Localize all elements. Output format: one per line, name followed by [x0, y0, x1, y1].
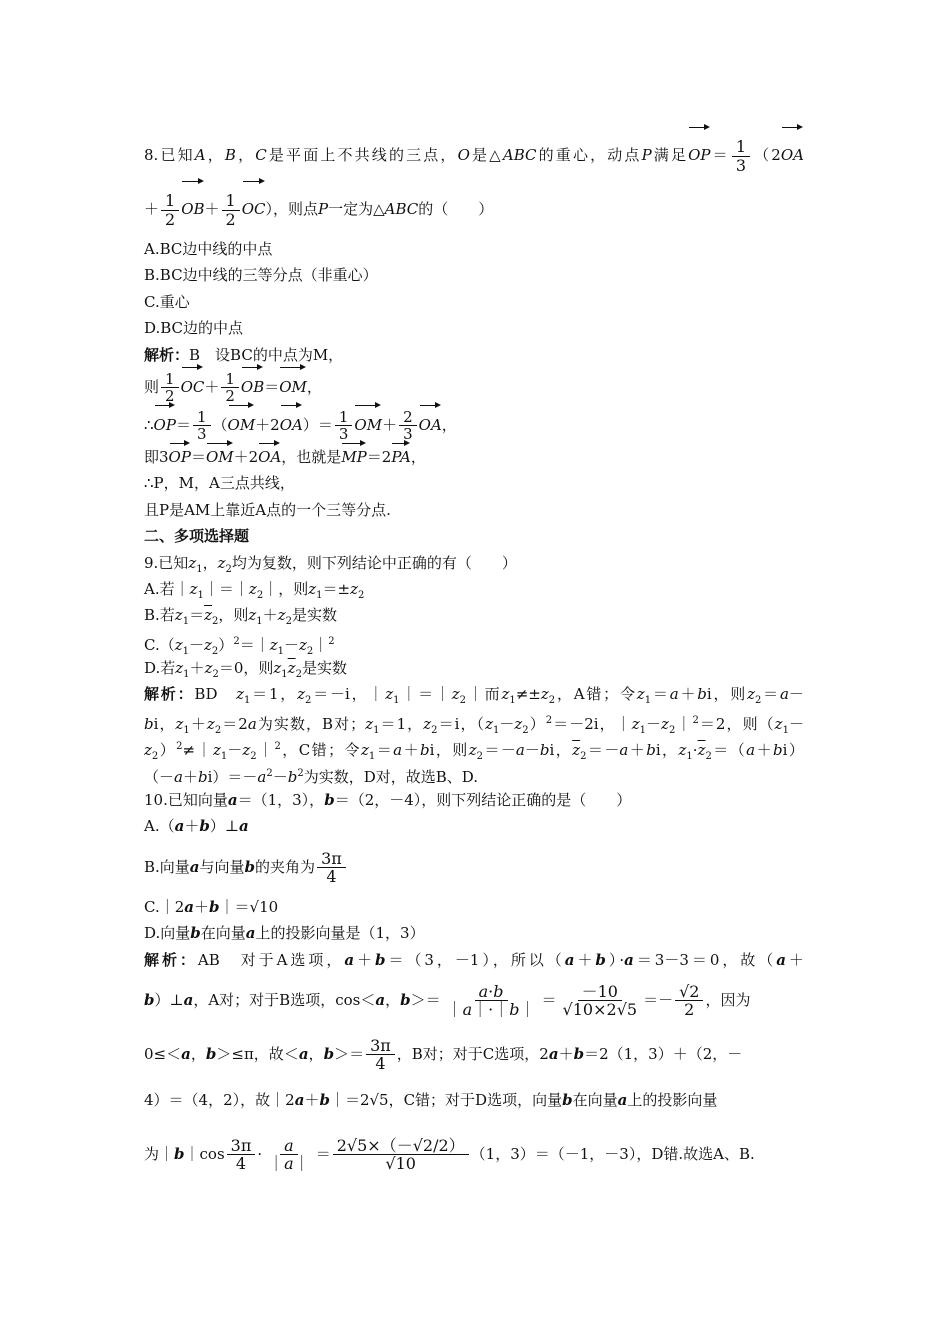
q8-sol-5: 且P是AM上靠近A点的一个三等分点.: [144, 500, 391, 519]
q10-sol-4: 4）＝（4，2），故｜2a＋b｜＝2√5，C错；对于D选项，向量b在向量a上的投影向量: [144, 1090, 718, 1109]
q10-sol-2: b）⊥a，A对；对于B选项，cos＜a，b＞＝ $\frac{a\cdot b}{|a|\cdot|b|}$ ＝ $\frac{-10}{√10\times 2√5}$ ＝－ $\frac{√2}{2}$ ，因为: [144, 981, 751, 1020]
q8-option-d: D.BC边的中点: [144, 319, 244, 338]
q9-sol-4: $(-a+bi)=-a^2-b^2$为实数，D对，故选B、D.: [144, 767, 479, 786]
q9-option-a: A.若$|z_1|=|z_2|$，则$z_1=\pm z_2$: [144, 579, 365, 601]
q10-option-b: B.向量a与向量b的夹角为 $\frac{3\pi}{4}$: [144, 840, 804, 894]
q8-stem-line-2: ＋ $\frac{1}{2}$ OB＋ $\frac{1}{2}$ OC），则点P一定为△ABC的（ ）: [144, 182, 804, 236]
q8-option-a: A.BC边中线的中点: [144, 240, 273, 258]
q10-option-a: A.（a＋b）⊥a: [144, 817, 249, 836]
q10-option-c: C.｜2a＋b｜＝√10: [144, 897, 279, 916]
section-heading: 二、多项选择题: [144, 527, 250, 546]
q8-option-c: C.重心: [144, 292, 190, 311]
q8-sol-4: ∴P，M，A三点共线，: [144, 474, 295, 493]
q10-option-d: D.向量b在向量a上的投影向量是（1，3）: [144, 924, 425, 943]
q8-answer-text: B 设BC的中点为M，: [189, 345, 344, 364]
q8-answer-label: 解析：: [144, 345, 190, 364]
q10-sol-1: 解析：AB 对于A选项，a＋b＝（3，－1），所以（a＋b）·a＝3－3＝0，故（a＋: [144, 950, 804, 969]
q9-sol-1: 解析：BD $z_1=1$，$z_2=-i$，$|z_1|=|z_2|$而$z_1\ne\pm z_2$，A错；令$z_1=a+bi$，则$z_2=a-$: [144, 685, 804, 707]
q9-option-b: B.若$z_1=\overline{z}_2$，则$z_1+z_2$是实数: [144, 606, 337, 628]
q10-stem: 10.已知向量a＝（1，3），b＝（2，－4），则下列结论正确的是（ ）: [144, 791, 632, 810]
q9-sol-3: $z_2)^2\ne|z_1-z_2|^2$，C错；令$z_1=a+bi$，则$z_2=-a-bi$，$\overline{z}_2=-a+bi$，$z_1\cdot\overline{z}_2=(a+bi)$: [144, 741, 804, 763]
q8-sol-2: ∴OP＝ $\frac{1}{3}$ （OM＋2OA）＝ $\frac{1}{3}$ OM＋ $\frac{2}{3}$ OA，: [144, 407, 457, 444]
q8-sol-1: 则 $\frac{1}{2}$ OC＋ $\frac{1}{2}$ OB＝OM，: [144, 369, 322, 406]
document-content: [144, 128, 804, 1189]
q9-stem: 9.已知$z_1$，$z_2$均为复数，则下列结论中正确的有（ ）: [144, 553, 517, 575]
q8-stem-line-1: 8.已知A，B，C是平面上不共线的三点，O是△ABC的重心，动点P满足OP＝ $\frac{1}{3}$ （2OA: [144, 128, 804, 182]
q9-option-c: $C.(z_1-z_2)^2=|z_1-z_2|^2$: [144, 635, 335, 657]
q8-answer: [144, 342, 804, 368]
q10-sol-3: 0≤＜a，b＞≤π，故＜a，b＞＝ $\frac{3\pi}{4}$ ，B对；对于C选项，2a＋b＝2（1，3）＋（2，－: [144, 1035, 743, 1074]
q8-option-b: B.BC边中线的三等分点（非重心）: [144, 266, 378, 285]
q9-sol-2: bi，$z_1+z_2=2a$为实数，B对；$z_1=1$，$z_2=i$，$(z_1-z_2)^2=-2i$，$|z_1-z_2|^2=2$，则（$z_1-$: [144, 714, 804, 736]
q8-sol-3: 即3OP＝OM＋2OA，也就是MP＝2PA，: [144, 444, 804, 470]
q10-sol-5: 为｜b｜cos $\frac{3\pi}{4}$ · $\frac{a}{|a|}$ ＝ $\frac{2√5\times(-√2/2)}{√10}$ （1，3）＝（－1，－3），D错.故选A、B.: [144, 1135, 755, 1174]
q9-option-d: D.若$z_1+z_2=0$，则$z_1\overline{z}_2$是实数: [144, 659, 347, 681]
